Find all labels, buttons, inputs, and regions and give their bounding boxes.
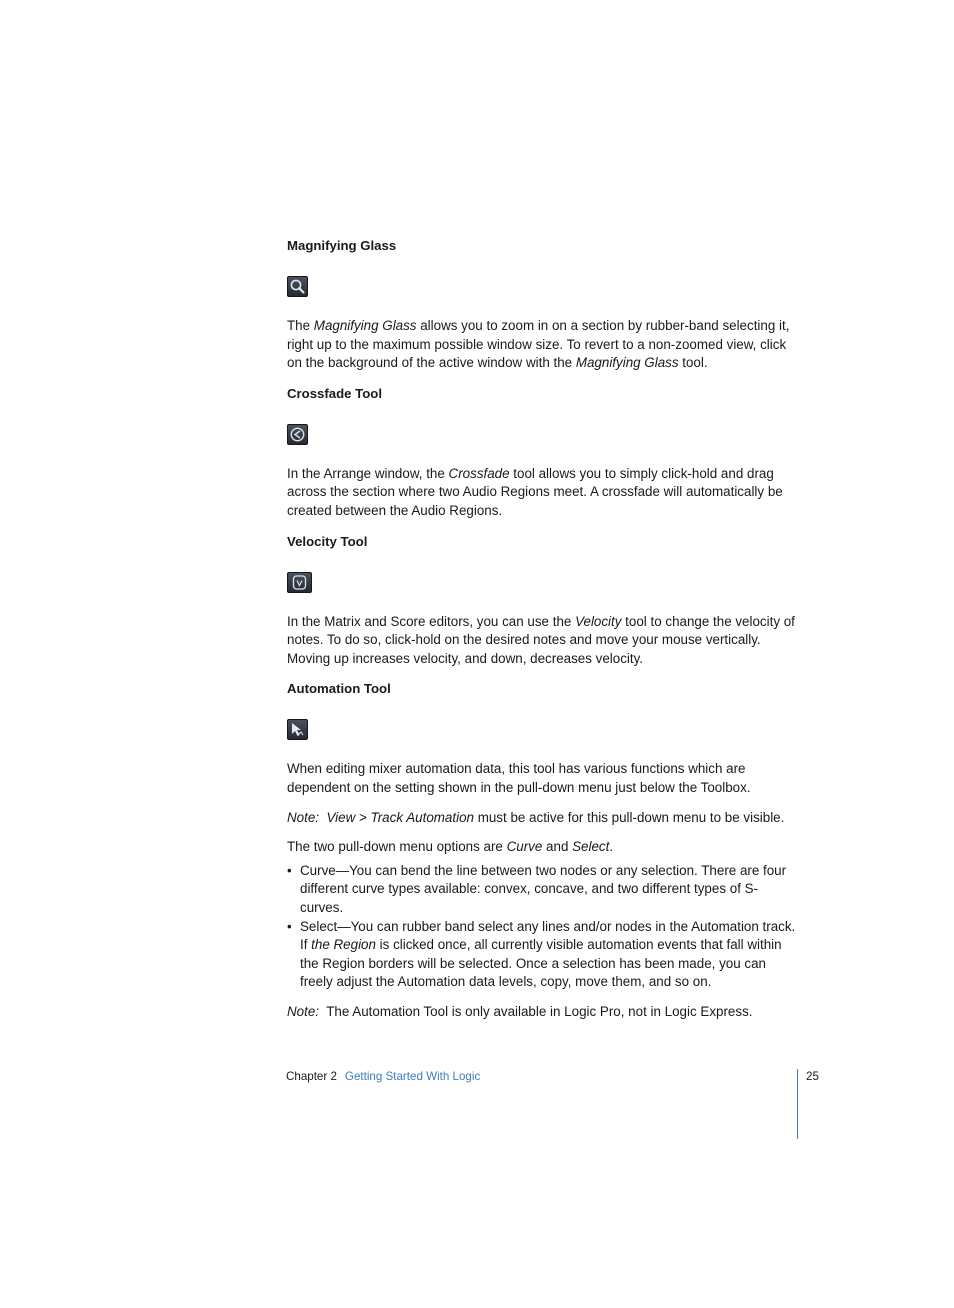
- note-label: Note:: [287, 1003, 320, 1019]
- heading-magnifying-glass: Magnifying Glass: [287, 238, 397, 253]
- text: tool.: [678, 355, 708, 371]
- chapter-title-link[interactable]: Getting Started With Logic: [344, 1070, 481, 1083]
- text: In the Arrange window, the: [287, 465, 449, 481]
- tool-name: Magnifying Glass: [575, 355, 679, 371]
- text: The two pull-down menu options are: [287, 839, 507, 855]
- text: tool allows you to simply click-hold and drag across the section where two Audio Regions meet. A crossfade will automatically be created between the Audio Regions.: [287, 465, 783, 518]
- option-name: Select: [572, 839, 610, 855]
- text: tool to change the velocity of notes. To do so, click-hold on the desired notes and move your mouse vertically. Moving up increases velocity, and down, decreases velocity.: [287, 613, 795, 666]
- note-label: Note:: [287, 809, 320, 825]
- menu-name: View: [326, 809, 356, 825]
- list-item-select: [287, 918, 799, 992]
- paragraph-magnifying-glass: [287, 317, 799, 373]
- heading-velocity-tool: Velocity Tool: [287, 533, 368, 549]
- tool-name: Velocity: [575, 613, 622, 629]
- text: .: [609, 839, 614, 855]
- option-name: Curve: [506, 839, 543, 855]
- paragraph-menu-options: [287, 838, 799, 857]
- text: In the Matrix and Score editors, you can use the: [287, 613, 576, 629]
- note-track-automation: [287, 809, 799, 828]
- text: and: [542, 839, 573, 855]
- footer-chapter: [286, 1070, 480, 1083]
- page-body: [287, 236, 799, 1021]
- velocity-icon: [287, 572, 312, 593]
- term: the Region: [311, 937, 376, 953]
- page-number: 25: [806, 1070, 819, 1083]
- tool-name: Magnifying Glass: [313, 318, 417, 333]
- text: allows you to zoom in on a section by rubber-band selecting it, right up to the maximum possible window size. To revert to a non-zoomed view, click on the background of the active window with the: [287, 318, 790, 371]
- magnifying-glass-icon: [287, 276, 308, 297]
- text: Select—You can rubber band select any lines and/or nodes in the Automation track. If: [300, 918, 796, 953]
- crossfade-icon: [287, 424, 308, 445]
- paragraph-automation-intro: When editing mixer automation data, this tool has various functions which are dependent on the setting shown in the pull-down menu just below the Toolbox.: [287, 761, 751, 795]
- text: >: [355, 809, 371, 825]
- text: The Automation Tool is only available in Logic Pro, not in Logic Express.: [326, 1003, 753, 1019]
- chapter-number: Chapter 2: [286, 1070, 337, 1083]
- paragraph-crossfade-tool: [287, 465, 799, 521]
- note-logic-pro-only: [287, 1003, 799, 1022]
- heading-automation-tool: Automation Tool: [287, 681, 391, 697]
- option-list: [287, 862, 799, 992]
- list-item-curve: • Curve—You can bend the line between two nodes or any selection. There are four different curve types available: convex, concave, and two different types of S-curves.: [287, 862, 799, 918]
- tool-name: Crossfade: [448, 465, 510, 481]
- automation-arrow-icon: [287, 719, 308, 740]
- paragraph-velocity-tool: [287, 613, 799, 669]
- menu-item: Track Automation: [370, 809, 474, 825]
- text: must be active for this pull-down menu to be visible.: [473, 809, 785, 825]
- text: The: [287, 318, 314, 333]
- footer-divider: [797, 1069, 798, 1139]
- text: is clicked once, all currently visible automation events that fall within the Region borders will be selected. Once a selection has been made, you can freely adjust the Automation data levels, copy, move them, and so on.: [300, 937, 782, 990]
- heading-crossfade-tool: Crossfade Tool: [287, 385, 383, 401]
